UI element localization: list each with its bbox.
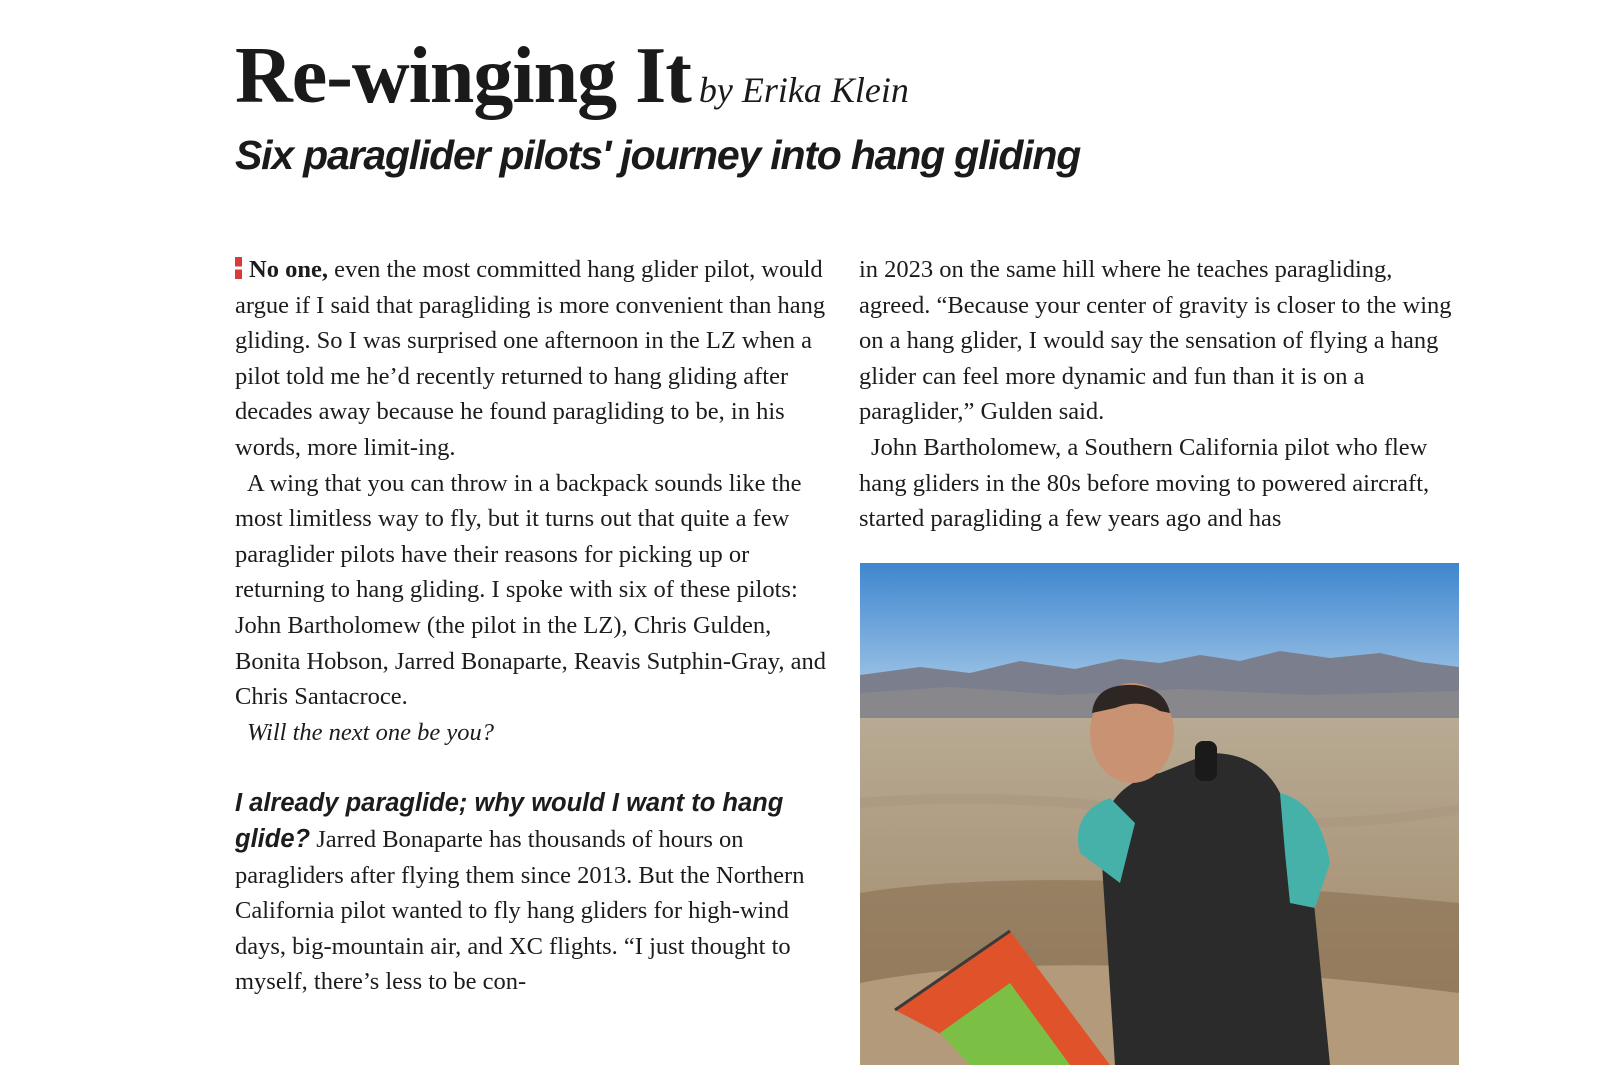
left-column — [235, 252, 833, 1000]
paragraph-3 — [235, 715, 833, 751]
photo-pilot-with-hang-glider — [860, 563, 1459, 1065]
article-title — [235, 30, 909, 136]
lead-in: No one, — [249, 256, 328, 283]
paragraph-right-2: John Bartholomew, a Southern California pilot who flew hang gliders in the 80s before moving to powered aircraft, started paragliding a few years ago and has — [859, 433, 1430, 533]
section-heading: I already paraglide; why would I want to hang glide? — [235, 789, 784, 853]
section-marker-icon — [235, 257, 242, 279]
paragraph-intro — [235, 252, 833, 466]
byline: by Erika Klein — [698, 70, 909, 110]
paragraph-question-text: Jarred Bonaparte has thousands of hours on paragliders after flying them since 2013. But the Northern California pilot wanted to fly hang gliders for high-wind days, big-mountain air, and XC flights. “I just thought to myself, there’s less to be con- — [235, 825, 805, 996]
paragraph-3-text: Will the next one be you? — [247, 718, 494, 746]
right-column — [859, 252, 1459, 537]
paragraph-2: A wing that you can throw in a backpack sounds like the most limitless way to fly, but it turns out that quite a few paraglider pilots have their reasons for picking up or returning to hang gliding. I spoke with six of these pilots: John Bartholomew (the pilot in the LZ), Chris Gulden, Bonita Hobson, Jarred Bonaparte, Reavis Sutphin-Gray, and Chris Santacroce. — [235, 469, 827, 711]
paragraph-right-1: in 2023 on the same hill where he teaches paragliding, agreed. “Because your center of gravity is closer to the wing on a hang glider, I would say the sensation of flying a hang glider can feel more dynamic and fun than it is on a paraglider,” Gulden said. — [859, 256, 1452, 426]
article-subtitle: Six paraglider pilots' journey into hang gliding — [235, 132, 1081, 178]
article-title-text: Re-winging It — [235, 32, 691, 120]
paragraph-intro-text: even the most committed hang glider pilot, would argue if I said that paragliding is more convenient than hang gliding. So I was surprised one afternoon in the LZ when a pilot told me he’d recently returned to hang gliding after decades away because he found paragliding to be, in his words, more limit-ing. — [235, 256, 826, 461]
paragraph-question — [235, 786, 833, 1000]
